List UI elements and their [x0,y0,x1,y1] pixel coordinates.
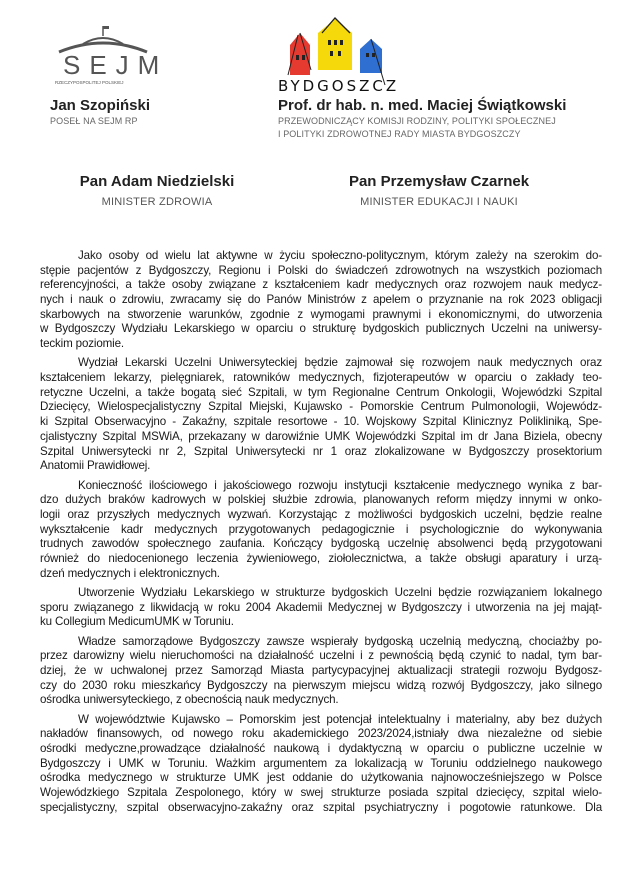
text-line: również do niedocenionego leczenia żywieniowego, ziołolecznictwa, a także obsługi aparatury i urzą- [40,551,602,565]
paragraph [40,635,602,708]
text-line: dzeń medycznych i elektronicznych. [40,566,220,580]
text-line: w Bydgoszczy Wydziału Lekarskiego w oparciu o strukturę bydgoskich publicznych Uczelni na uniwersy- [40,322,602,336]
text-line: ośrodki medyczne,prowadzące działalność naukową i dydaktyczną w oparciu o publiczne uczelnie w [40,741,602,755]
text-line: nakładów finansowych, od nowego roku akademickiego 2023/2024,istniały dwa niezależne od siebie [40,727,602,741]
paragraph [40,586,602,630]
text-line: ku Collegium MedicumUMK w Toruniu. [40,615,234,629]
bydgoszcz-wordmark: BYDGOSZCZ [278,77,400,95]
text-line: Anatomii Prawidłowej. [40,459,151,473]
text-line: cjalistyczny Szpital MSWiA, przekazany w darowiźnie UMK Wojewódzki Szpital im dr Jana Biziela, obecny [40,429,602,443]
sender-name-right: Prof. dr hab. n. med. Maciej Świątkowski [278,97,567,114]
text-line: ośrodka uniwersyteckiego, z obecnością nauk medycznych. [40,693,339,707]
sender-title-left: POSEŁ NA SEJM RP [50,116,138,126]
sender-name-left: Jan Szopiński [50,97,151,114]
text-line: Konieczność ilościowego i jakościowego rozwoju instytucji kształcenie medycznego wynika z bar- [78,478,602,492]
addressee-health-minister [27,173,287,208]
text-line: przez darowizny wielu nieruchomości na działalność uczelni i z pewnością będą czynić to nadal, tym bar- [40,649,602,663]
text-line: retyczne Uczelni, a także bogatą sieć Szpitali, w tym Regionalne Centrum Onkologii, Wojewódzki Szpital [40,385,602,399]
text-line: trudnych zawodów społecznego zaufania. Kończący bydgoską uczelnię absolwenci będą przygotowani [40,537,602,551]
text-line: Bydgoszczy i UMK w Toruniu. Ważkim argumentem za lokalizacją w Toruniu oddzielnego naukowego [40,756,602,770]
text-line: ki Szpital Obserwacyjno - Zakaźny, szpitale resortowe - 10. Wojskowy Szpital Klinicznyz Polikliniką, Spe- [40,415,602,429]
addressee-title: MINISTER ZDROWIA [101,196,213,208]
text-line: dziej, że w uchwalonej przez Samorząd Miasta partycypacyjnej aktualizacji strategii rozwoju Bydgosz- [40,663,602,677]
text-line: nych i nauk o zdrowiu, zwracamy się do Panów Ministrów z apelem o przyznanie na rok 2023 obligacji [40,293,602,307]
text-line: Szpital Uniwersytecki nr 2, Szpital Uniwersytecki nr 1 oraz zlokalizowane w Bydgoszczy prosektorium [40,444,602,458]
sender-title-right-line-2: I POLITYKI ZDROWOTNEJ RADY MIASTA BYDGOSZCZY [278,129,521,139]
text-line: Jako osoby od wielu lat aktywne w życiu społeczno-politycznym, którym zależy na szerokim do- [78,249,602,262]
addressee-title: MINISTER EDUKACJI I NAUKI [360,196,518,208]
text-line: Władze samorządowe Bydgoszczy zawsze wspierały bydgoską uczelnią medyczną, chociażby po- [78,634,602,648]
text-line: specjalistyczny, szpital obserwacyjno-zakaźny oraz szpital psychiatryczny i pogotowie ratunkowe. Dla [40,800,602,814]
text-line: Dziecięcy, Wielospecjalistyczny Szpital Miejski, Kujawsko - Pomorskie Centrum Pulmonologii, Wojewódz- [40,400,602,414]
addressee-education-minister [309,173,569,208]
sender-title-right-line-1: PRZEWODNICZĄCY KOMISJI RODZINY, POLITYKI SPOŁECZNEJ [278,116,556,126]
sejm-logo [55,22,169,107]
text-line: Wojewódzkiego Szpitala Zespolonego, który w swej strukturze posiada szpital dziecięcy, szpital wielo- [40,786,602,800]
bydgoszcz-logo [278,15,403,95]
text-line: teckim poziomie. [40,337,124,351]
paragraph [40,713,602,816]
text-line: czy do 2030 roku mieszkańcy Bydgoszczy na pierwszym miejscu widzą rozwój Bydgoszczy, jako silnego [40,678,602,692]
text-line: skarbowych na stworzenie warunków, zgodnie z wymogami prawnymi i ekonomicznymi, do utworzenia [40,307,602,321]
letter-body [40,249,602,820]
paragraph [40,249,602,352]
text-line: Wydział Lekarski Uczelni Uniwersyteckiej będzie zajmował się rozwojem nauk medycznych oraz [78,356,602,370]
text-line: kształceniem lekarzy, pielęgniarek, ratowników medycznych, fizjoterapeutów w oparciu o zakłady teo- [40,371,602,385]
text-line: referencyjności, a także osoby związane z kształceniem kadr medycznych oraz rozwojem nauk medycz- [40,278,602,292]
sejm-wordmark: SEJM [63,50,169,80]
text-line: stępie pacjentów z Bydgoszczy, Regionu i Polski do świadczeń zdrowotnych na wszystkich poziomach [40,263,602,277]
text-line: sporu związanego z likwidacją w roku 2004 Akademii Medycznej w Bydgoszczy i utworzenia na jej mająt- [40,600,602,614]
text-line: wykształcenie kadr medycznych przygotowanych pedagogicznie i psychologicznie do wykonywania [40,522,602,536]
paragraph [40,479,602,582]
addressee-name: Pan Adam Niedzielski [79,173,235,190]
paragraph [40,356,602,474]
text-line: dzo dużych braków kadrowych w polskiej służbie zdrowia, planowanych reform między innymi w onko- [40,493,602,507]
addressee-name: Pan Przemysław Czarnek [348,173,530,190]
text-line: ośrodka medycznego w strukturze UMK jest oddanie do użytkowania najnowocześniejszego w Polsce [40,771,602,785]
sejm-subtext: RZECZYPOSPOLITEJ POLSKIEJ [55,80,124,85]
text-line: Utworzenie Wydziału Lekarskiego w strukturze bydgoskich Uczelni będzie rozwiązaniem lokalnego [78,585,602,599]
text-line: W województwie Kujawsko – Pomorskim jest potencjał intelektualny i materialny, aby bez dużych [78,712,602,726]
text-line: logii oraz przyszłych medycznych wyzwań. Korzystając z możliwości bydgoskich uczelni, będzie realne [40,507,602,521]
